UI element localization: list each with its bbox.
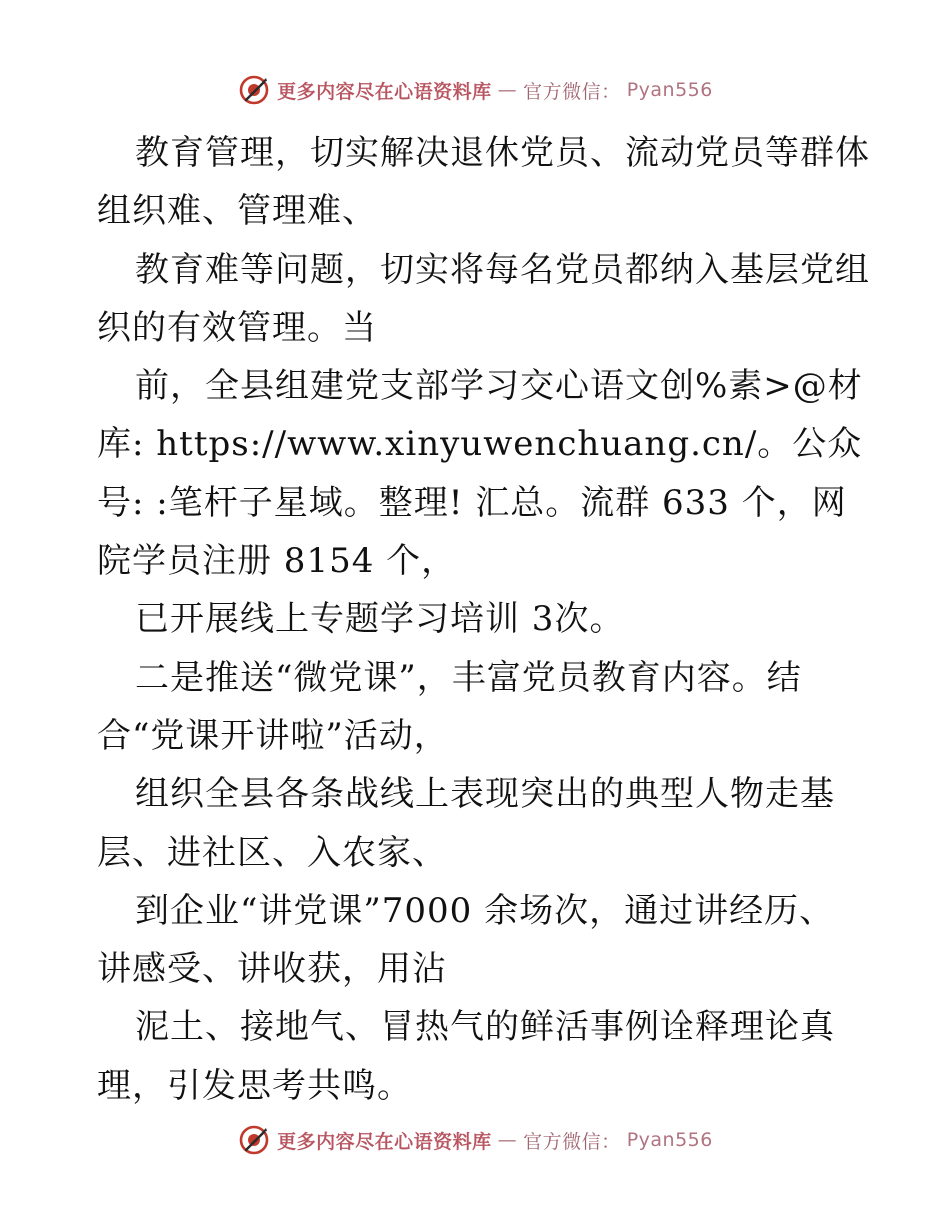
header-watermark bbox=[0, 70, 950, 110]
text-line: 已开展线上专题学习培训 3次。 bbox=[135, 599, 625, 640]
text-line: 织的有效管理。当 bbox=[97, 307, 377, 348]
text-line: 讲感受、讲收获，用沾 bbox=[97, 949, 447, 990]
footer-watermark bbox=[0, 1120, 950, 1160]
watermark-separator: — bbox=[497, 79, 518, 101]
brand-logo-icon bbox=[237, 1123, 271, 1157]
watermark-wechat-label: 官方微信： bbox=[523, 1130, 621, 1153]
text-line: 前，全县组建党支部学习交心语文创%素>@材 bbox=[135, 366, 863, 407]
text-line: 层、进社区、入农家、 bbox=[97, 832, 447, 873]
text-line: 合“党课开讲啦”活动， bbox=[97, 715, 449, 756]
watermark-wechat-id: Pyan556 bbox=[626, 1129, 713, 1151]
text-line: 到企业“讲党课”7000 余场次，通过讲经历、 bbox=[135, 890, 835, 931]
watermark-main-text: 更多内容尽在心语资料库 bbox=[277, 1130, 492, 1153]
text-line: 二是推送“微党课”，丰富党员教育内容。结 bbox=[135, 657, 802, 698]
text-line: 理，引发思考共鸣。 bbox=[97, 1065, 412, 1106]
text-line: 组织难、管理难、 bbox=[97, 191, 377, 232]
watermark-separator: — bbox=[497, 1129, 518, 1151]
watermark-main-text: 更多内容尽在心语资料库 bbox=[277, 80, 492, 103]
text-line: 泥土、接地气、冒热气的鲜活事例诠释理论真 bbox=[135, 1007, 835, 1048]
text-line: 库: https://www.xinyuwenchuang.cn/。公众 bbox=[97, 424, 863, 465]
text-line: 组织全县各条战线上表现突出的典型人物走基 bbox=[135, 774, 835, 815]
text-line: 院学员注册 8154 个， bbox=[97, 541, 457, 582]
text-line: 教育管理，切实解决退休党员、流动党员等群体 bbox=[135, 133, 870, 173]
text-line: 教育难等问题，切实将每名党员都纳入基层党组 bbox=[135, 249, 870, 290]
watermark-wechat-label: 官方微信： bbox=[523, 80, 621, 103]
document-body bbox=[97, 124, 870, 1115]
text-line: 号: :笔杆子星域。整理! 汇总。流群 633 个，网 bbox=[97, 482, 847, 523]
watermark-wechat-id: Pyan556 bbox=[626, 79, 713, 101]
brand-logo-icon bbox=[237, 73, 271, 107]
